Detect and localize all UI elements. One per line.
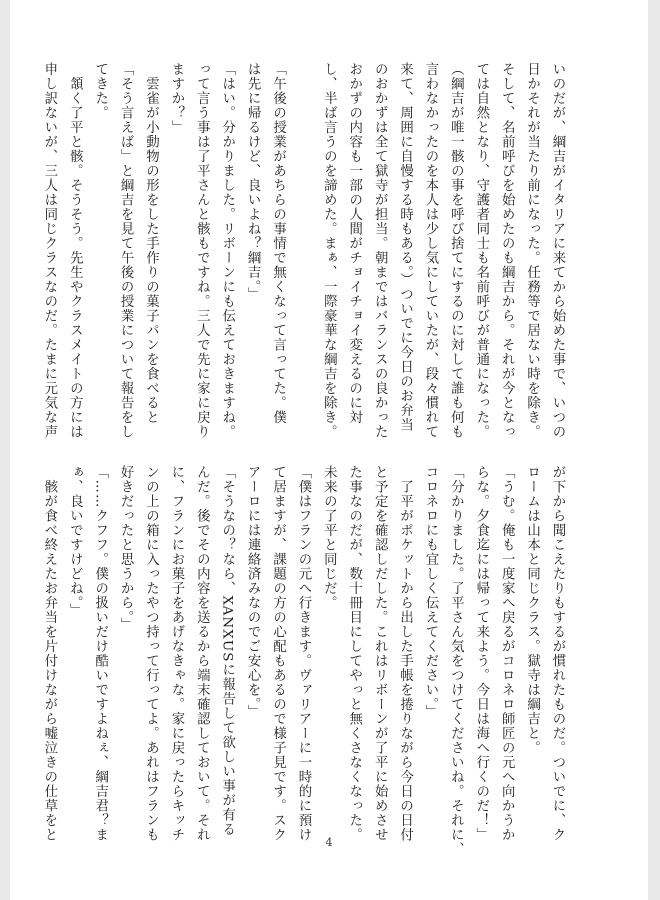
text-line: 頷く了平と骸。そうそう。先生やクラスメイトの方には: [67, 62, 83, 439]
text-line: 日かそれが当たり前になった。任務等で居ない時を除き。: [524, 62, 540, 439]
text-line: 「うむ。俺も一度家へ戻るがコロネロ師匠の元へ向かうか: [499, 465, 515, 842]
text-line: 言わなかったのを本人は少し気にしていたが、段々慣れて: [422, 62, 438, 439]
text-line: ては自然となり、守護者同士も名前呼びが普通になった。: [473, 62, 489, 439]
text-line: に、フランにお菓子をあげなきゃな。家に戻ったらキッチ: [168, 465, 184, 842]
book-page: [10, 0, 648, 900]
text-line: は先に帰るけど、良いよね？綱吉。」: [245, 62, 261, 302]
text-line: 「分かりました。了平さん気をつけてくださいね。それに、: [448, 465, 464, 857]
text-column-bottom: [41, 465, 570, 857]
text-line: て居ますが、課題の方の心配もあるので様子見です。スク: [270, 465, 286, 842]
text-line: た事なのだが、数十冊目にしてやっと無くさなくなった。: [346, 465, 362, 842]
text-line: 雲雀が小動物の形をした手作りの菓子パンを食べると: [143, 62, 159, 425]
text-line: ンの上の箱に入ったやつ持って行ってよ。あれはフランも: [143, 465, 159, 842]
text-line: 好きだったと思うから。」: [118, 465, 134, 633]
text-line: 申し訳ないが、三人は同じクラスなのだ。たまに元気な声: [41, 62, 57, 439]
text-line: （綱吉が唯一骸の事を呼び捨てにするのに対して誰も何も: [448, 62, 464, 439]
text-line: そして、名前呼びを始めたのも綱吉から。それが今となっ: [499, 62, 515, 439]
text-line: 「そう言えば」と綱吉を見て午後の授業について報告をし: [118, 62, 134, 439]
text-line: ますか？」: [168, 62, 184, 135]
text-line: 「そうなの？なら、XANXUSに報告して欲しい事が有る: [219, 465, 235, 837]
text-line: いのだが、綱吉がイタリアに来てから始めた事で、いつの: [550, 62, 565, 439]
text-line: 「はい。分かりました。リボーンにも伝えておきますね。: [219, 62, 235, 439]
text-line: んだ。後でその内容を送るから端末確認しておいて。それ: [194, 465, 210, 842]
text-line: コロネロにも宜しく伝えてください。」: [422, 465, 438, 720]
text-line: ぁ、良いですけどね。」: [67, 465, 83, 618]
text-line: ロームは山本と同じクラス。獄寺は綱吉と。: [524, 465, 540, 755]
text-line: 了平がポケットから出した手帳を捲りながら今日の日付: [397, 465, 413, 842]
text-line: てきた。: [92, 62, 108, 120]
page-number: 4: [325, 836, 333, 849]
text-line: [291, 62, 316, 400]
text-line: アーロには連絡済みなのでご安心を。」: [245, 465, 261, 720]
text-column-top: [41, 62, 570, 439]
text-line: 未来の了平と同じだ。: [321, 465, 337, 610]
text-line: って言う事は了平さんと骸もですね。三人で先に家に戻り: [194, 62, 210, 439]
text-line: 来て、周囲に自慢する時もある。）ついでに今日のお弁当: [397, 62, 413, 433]
text-line: と予定を確認しだした。これはリボーンが了平に始めさせ: [372, 465, 388, 842]
text-line: 骸が食べ終えたお弁当を片付けながら嘘泣きの仕草をと: [41, 465, 57, 842]
text-line: 「……クフフ。僕の扱いだけ酷いですよねぇ、綱吉君？ま: [92, 465, 108, 842]
text-line: が下から聞こえたりもするが慣れたものだ。ついでに、ク: [550, 465, 565, 842]
text-line: 「午後の授業があちらの事情で無くなって言ってた。僕: [270, 62, 286, 425]
text-line: らな。夕食迄には帰って来よう。今日は海へ行くのだ！」: [473, 465, 489, 842]
text-line: し、半ば言うのを諦めた。まぁ、一際豪華な綱吉を除き。: [321, 62, 337, 439]
text-line: 「僕はフランの元へ行きます。ヴァリアーに一時的に預け: [295, 465, 311, 842]
text-line: おかずの内容も一部の人間がチョイチョイ変えるのに対: [346, 62, 362, 425]
text-line: のおかずは全て獄寺が担当。朝まではバランスの良かった: [372, 62, 388, 439]
